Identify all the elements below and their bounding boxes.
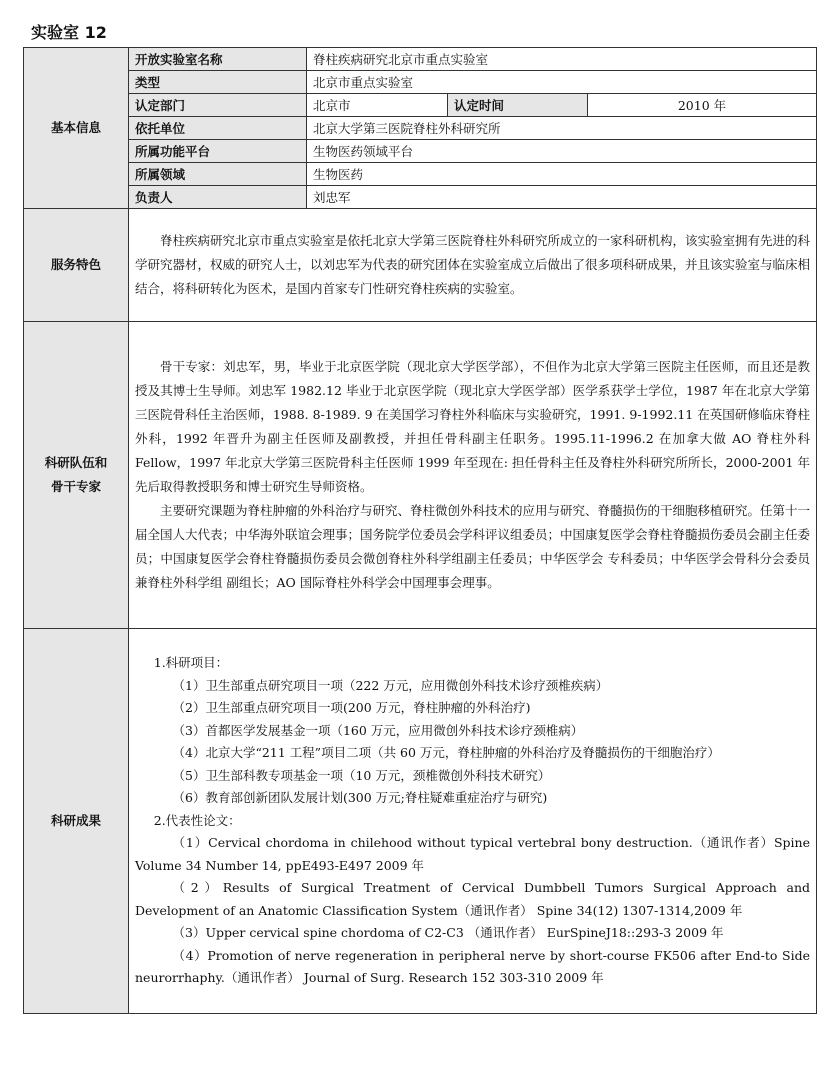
projects-heading: 1.科研项目： (153, 655, 229, 671)
project-item: （5）卫生部科教专项基金一项（10 万元，颈椎微创外科技术研究） (172, 767, 551, 783)
papers-heading: 2.代表性论文： (153, 812, 241, 828)
paper-item: （2）Results of Surgical Treatment of Cervical Dumbbell Tumors Surgical Approach and Development of an Anatomic Classification System（通讯作者） Spine 34(12) 1307-1314,2009 年 (135, 880, 810, 918)
service-text: 脊柱疾病研究北京市重点实验室是依托北京大学第三医院脊柱外科研究所成立的一家科研机构，该实验室拥有先进的科学研究器材，权威的研究人士，以刘忠军为代表的研究团体在实验室成立后做出了很多项科研成果，并且该实验室与临床相结合，将科研转化为医术，是国内首家专门性研究脊柱疾病的实验室。 (135, 233, 811, 296)
paper-item: （3）Upper cervical spine chordoma of C2-C3 （通讯作者） EurSpineJ18::293-3 2009 年 (172, 925, 724, 941)
paper-item: （4）Promotion of nerve regeneration in peripheral nerve by short-course FK506 after End-to Side neurorrhaphy.（通讯作者） Journal of Surg. Research 152 303-310 2009 年 (135, 947, 810, 986)
service-category: 服务特色 (24, 209, 129, 322)
platform-label: 所属功能平台 (129, 140, 307, 163)
team-category-line1: 科研队伍和 (44, 455, 108, 470)
project-item: （3）首都医学发展基金一项（160 万元，应用微创外科技术诊疗颈椎病） (172, 722, 584, 738)
lab-name-label: 开放实验室名称 (129, 48, 307, 71)
paper-item: （1）Cervical chordoma in chilehood without typical vertebral bony destruction.（通讯作者）Spine Volume 34 Number 14, ppE493-E497 2009 年 (135, 835, 810, 873)
host-unit-label: 依托单位 (129, 117, 307, 140)
project-item: （2）卫生部重点研究项目一项(200 万元，脊柱肿瘤的外科治疗) (172, 700, 531, 716)
certified-time-value: 2010 年 (588, 94, 817, 117)
project-item: （6）教育部创新团队发展计划(300 万元;脊柱疑难重症治疗与研究) (172, 790, 548, 806)
project-item: （4）北京大学“211 工程”项目二项（共 60 万元，脊柱肿瘤的外科治疗及脊髓损伤的干细胞治疗） (172, 745, 720, 761)
team-text-cell (129, 322, 817, 629)
field-value: 生物医药 (307, 163, 817, 186)
basic-info-category: 基本信息 (24, 48, 129, 209)
team-paragraph: 骨干专家：刘忠军，男，毕业于北京医学院（现北京大学医学部），不但作为北京大学第三医院主任医师，而且还是教授及其博士生导师。刘忠军 1982.12 毕业于北京医学院（现北京大学医学部）医学系获学士学位，1987 年在北京大学第三医院骨科任主治医师，1988. 8-1989. 9 在美国学习脊柱外科临床与实验研究，1991. 9-1992.11 在英国研修临床脊柱外科，1992 年晋升为副主任医师及副教授，并担任骨科副主任职务。1995.11-1996.2 在加拿大做 AO 脊柱外科 Fellow，1997 年北京大学第三医院骨科主任医师 1999 年至现在: 担任骨科主任及脊柱外科研究所所长，2000-2001 年先后取得教授职务和博士研究生导师资格。 (135, 359, 810, 494)
director-label: 负责人 (129, 186, 307, 209)
certifying-dept-value: 北京市 (307, 94, 448, 117)
lab-name-value: 脊柱疾病研究北京市重点实验室 (307, 48, 817, 71)
achievements-category: 科研成果 (24, 629, 129, 1014)
project-item: （1）卫生部重点研究项目一项（222 万元，应用微创外科技术诊疗颈椎疾病） (172, 677, 609, 693)
certified-time-label: 认定时间 (448, 94, 588, 117)
achievements-cell (129, 629, 817, 1014)
type-label: 类型 (129, 71, 307, 94)
team-category (24, 322, 129, 629)
field-label: 所属领域 (129, 163, 307, 186)
lab-info-table (23, 47, 817, 1014)
type-value: 北京市重点实验室 (307, 71, 817, 94)
service-text-cell (129, 209, 817, 322)
director-value: 刘忠军 (307, 186, 817, 209)
team-category-line2: 骨干专家 (50, 479, 101, 494)
page-title: 实验室 12 (31, 23, 107, 42)
platform-value: 生物医药领域平台 (307, 140, 817, 163)
team-paragraph: 主要研究课题为脊柱肿瘤的外科治疗与研究、脊柱微创外科技术的应用与研究、脊髓损伤的干细胞移植研究。任第十一届全国人大代表；中华海外联谊会理事；国务院学位委员会学科评议组委员；中国康复医学会脊柱脊髓损伤委员会副主任委员；中国康复医学会脊柱脊髓损伤委员会微创脊柱外科学组副主任委员；中华医学会 专科委员；中华医学会骨科分会委员兼脊柱外科学组 副组长；AO 国际脊柱外科学会中国理事会理事。 (135, 503, 811, 590)
host-unit-value: 北京大学第三医院脊柱外科研究所 (307, 117, 817, 140)
certifying-dept-label: 认定部门 (129, 94, 307, 117)
